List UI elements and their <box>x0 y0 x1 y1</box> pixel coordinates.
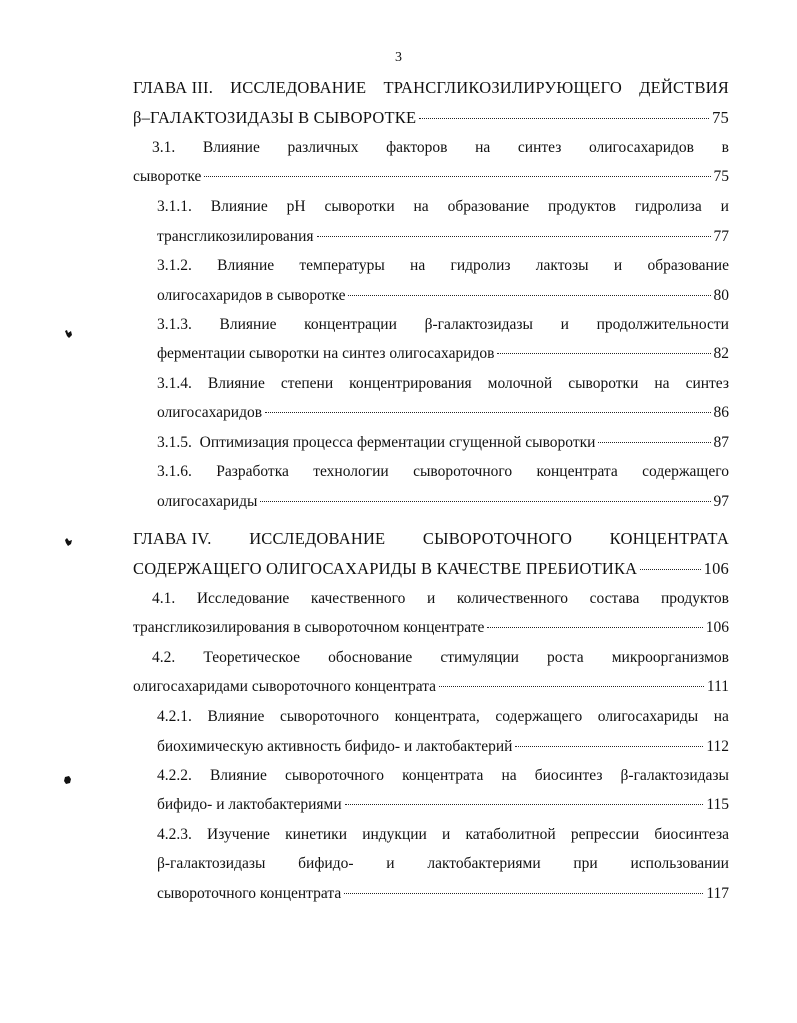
toc-section-3-1-2-entry[interactable]: олигосахаридов в сыворотке 80 <box>157 287 729 304</box>
toc-section-3-1-1-entry[interactable]: трансгликозилирования 77 <box>157 228 729 245</box>
scan-speck <box>64 329 73 339</box>
toc-section-4-1-entry[interactable]: трансгликозилирования в сывороточном концентрате 106 <box>133 619 729 636</box>
toc-section-4-2-3-title: 4.2.3. Изучение кинетики индукции и катаболитной репрессии биосинтеза <box>157 826 729 843</box>
toc-section-3-1-3-entry[interactable]: ферментации сыворотки на синтез олигосахаридов 82 <box>157 345 729 362</box>
toc-section-3-1-2-title: 3.1.2. Влияние температуры на гидролиз лактозы и образование <box>157 257 729 274</box>
toc-section-4-1-title: 4.1. Исследование качественного и количественного состава продуктов <box>152 590 729 607</box>
toc-section-4-2-1-title: 4.2.1. Влияние сывороточного концентрата, содержащего олигосахариды на <box>157 708 729 725</box>
toc-section-4-2-1-entry[interactable]: биохимическую активность бифидо- и лактобактерий 112 <box>157 738 729 755</box>
toc-section-4-2-3-title-cont: β-галактозидазы бифидо- и лактобактериями при использовании <box>157 855 729 872</box>
toc-chapter-3-entry[interactable]: β–ГАЛАКТОЗИДАЗЫ В СЫВОРОТКЕ 75 <box>133 108 729 127</box>
toc-section-4-2-title: 4.2. Теоретическое обоснование стимуляции роста микроорганизмов <box>152 649 729 666</box>
toc-section-4-2-2-title: 4.2.2. Влияние сывороточного концентрата на биосинтез β-галактозидазы <box>157 767 729 784</box>
toc-chapter-4-entry[interactable]: СОДЕРЖАЩЕГО ОЛИГОСАХАРИДЫ В КАЧЕСТВЕ ПРЕБИОТИКА 106 <box>133 559 729 578</box>
toc-section-3-1-5-entry[interactable]: 3.1.5. Оптимизация процесса ферментации сгущенной сыворотки 87 <box>157 434 729 451</box>
toc-section-3-1-entry[interactable]: сыворотке 75 <box>133 168 729 185</box>
toc-section-3-1-6-title: 3.1.6. Разработка технологии сывороточного концентрата содержащего <box>157 463 729 480</box>
scan-speck <box>63 775 72 785</box>
toc-section-3-1-1-title: 3.1.1. Влияние pH сыворотки на образование продуктов гидролиза и <box>157 198 729 215</box>
toc-section-4-2-entry[interactable]: олигосахаридами сывороточного концентрата 111 <box>133 678 729 695</box>
toc-section-3-1-title: 3.1. Влияние различных факторов на синтез олигосахаридов в <box>152 139 729 156</box>
toc-section-3-1-6-entry[interactable]: олигосахариды 97 <box>157 493 729 510</box>
toc-chapter-4-title: ГЛАВА IV. ИССЛЕДОВАНИЕ СЫВОРОТОЧНОГО КОНЦЕНТРАТА <box>133 529 729 548</box>
toc-section-3-1-4-title: 3.1.4. Влияние степени концентрирования молочной сыворотки на синтез <box>157 375 729 392</box>
scan-speck <box>64 537 73 547</box>
page-number: 3 <box>395 50 402 65</box>
toc-section-3-1-4-entry[interactable]: олигосахаридов 86 <box>157 404 729 421</box>
toc-section-3-1-3-title: 3.1.3. Влияние концентрации β-галактозидазы и продолжительности <box>157 316 729 333</box>
toc-section-4-2-3-entry[interactable]: сывороточного концентрата 117 <box>157 885 729 902</box>
toc-chapter-3-title: ГЛАВА III. ИССЛЕДОВАНИЕ ТРАНСГЛИКОЗИЛИРУЮЩЕГО ДЕЙСТВИЯ <box>133 78 729 97</box>
toc-section-4-2-2-entry[interactable]: бифидо- и лактобактериями 115 <box>157 796 729 813</box>
